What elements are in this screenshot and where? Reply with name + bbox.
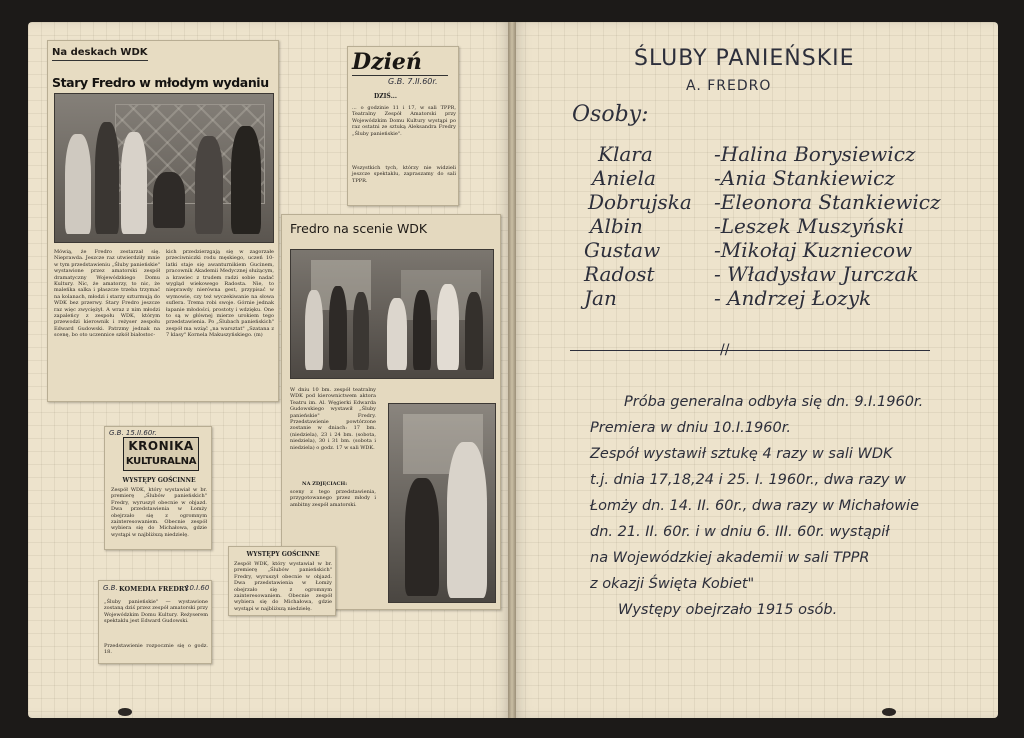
handwritten-source: G.B. [103, 584, 118, 592]
clipping-headline: Stary Fredro w młodym wydaniu [52, 75, 269, 90]
cast-row [578, 214, 958, 238]
cast-heading: Osoby: [572, 102, 649, 127]
note-line: t.j. dnia 17,18,24 i 25. I. 1960r., dwa razy w [590, 472, 906, 488]
masthead-line-2: KULTURALNA [125, 456, 197, 467]
note-line: Zespół wystawił sztukę 4 razy w sali WDK [590, 446, 893, 462]
clipping-wystepy-goscinne [228, 546, 336, 616]
book-spine [508, 22, 516, 718]
cast-role: Albin [590, 214, 643, 238]
stage-photo-3 [388, 403, 496, 603]
note-line: Próba generalna odbyła się dn. 9.I.1960r. [624, 394, 924, 410]
cast-actor: -Ania Stankiewicz [714, 166, 895, 190]
fredro-article-text: W dniu 10 bm. zespół teatralny WDK pod kierownictwem aktora Teatru im. Al. Węgierki Edwarda Gudowskiego wystawił „Śluby panieńskie" Fredry. Przedstawienie powtórzone zostanie w dniach: 17 bm. (niedziela), 23 i 24 bm. (sobota, niedziela), 30 i 31 bm. (sobota i niedziela) o godz. 17 w sali WDK. [290, 387, 376, 451]
cast-row [578, 262, 958, 286]
kronika-title: WYSTĘPY GOŚCINNE [122, 477, 196, 484]
separator-mark: // [720, 342, 730, 358]
kronika-text: Zespół WDK, który wystawiał w br. premierę „Ślubów panieńskich" Fredry, wyruszył obecnie w objazd. Dwa przedstawienia w Łomży obejrzało się z ogromnym zainteresowaniem. Obecnie zespół wybiera się do Michałowa, gdzie wystąpi w najbliższą niedzielę. [111, 487, 207, 538]
note-line: na Wojewódzkiej akademii w sali TPPR [590, 550, 870, 566]
komedia-text: „Śluby panieńskie" — wystawione zostaną dziś przez zespół amatorski przy Wojewódzkim Domu Kultury. Reżyserem spektaklu jest Edward Gudowski. [104, 599, 208, 625]
masthead-kronika [123, 437, 199, 471]
cast-role: Aniela [592, 166, 656, 190]
photo-caption: sceny z tego przedstawienia, przygotowanego przez młody i ambitny zespół amatorski. [290, 489, 376, 508]
photo-caption-heading: NA ZDJĘCIACH: [302, 481, 348, 487]
play-title: ŚLUBY PANIEŃSKIE [634, 46, 855, 71]
note-line: Premiera w dniu 10.I.1960r. [590, 420, 791, 436]
cast-role: Gustaw [584, 238, 661, 262]
article-column-1: Mówią, że Fredro zestarzał się. Nieprawda. Jeszcze raz utwierdziły mnie w tym przedstawieniu „Śluby panieńskie" wystawione przez amatorski zespół dramatyczny Wojewódzkiego Domu Kultury. Nic, że amatorzy, to nic, że maleńka salka i płaszcze trzeba trzymać na kolanach, młodzi i starzy szturmują do WDK bez przerwy. Stary Fredro jeszcze raz więc zwyciężył. A wraz z nim młodzi zapaleńcy z zespołu WDK, którym przewodzi kierownik i reżyser zespołu Edward Gudowski. Patrzmy jednak na scenę, bo oto uczennice szkół białostoc- [54, 249, 160, 339]
binding-hole [118, 708, 132, 716]
scrapbook-spread [20, 22, 1004, 718]
cast-actor: -Leszek Muszyński [714, 214, 905, 238]
dzien-text-2: Wszystkich tych, którzy nie widzieli jeszcze spektaklu, zapraszamy do sali TPPR. [352, 165, 456, 184]
cast-row [578, 286, 958, 310]
clipping-na-deskach-wdk [47, 40, 279, 402]
cast-actor: -Halina Borysiewicz [714, 142, 916, 166]
cast-row [578, 142, 958, 166]
note-line: Łomży dn. 14. II. 60r., dwa razy w Michałowie [590, 498, 920, 514]
cast-role: Klara [598, 142, 653, 166]
cast-actor: -Eleonora Stankiewicz [714, 190, 941, 214]
cast-row [578, 238, 958, 262]
komedia-title: KOMEDIA FREDRY [119, 585, 189, 593]
cast-actor: - Andrzej Łozyk [714, 286, 872, 310]
handwritten-date: G.B. 7.II.60r. [388, 77, 438, 86]
note-line: Występy obejrzało 1915 osób. [618, 602, 838, 618]
clipping-komedia-fredry [98, 580, 212, 664]
masthead-dzien: Dzień [352, 49, 448, 76]
stage-photo-1 [54, 93, 274, 243]
cast-list [578, 142, 958, 310]
clipping-kronika-kulturalna [104, 426, 212, 550]
separator-line [570, 350, 930, 351]
stage-photo-2 [290, 249, 494, 379]
note-line: dn. 21. II. 60r. i w dniu 6. III. 60r. wystąpił [590, 524, 890, 540]
cast-role: Dobrujska [588, 190, 692, 214]
cast-actor: -Mikołaj Kuzniecow [714, 238, 913, 262]
wystepy-title: WYSTĘPY GOŚCINNE [246, 551, 320, 558]
play-author: A. FREDRO [686, 78, 772, 94]
clipping-header: Na deskach WDK [52, 47, 148, 61]
cast-row [578, 166, 958, 190]
handwritten-date: G.B. 15.II.60r. [109, 429, 157, 437]
cast-actor: - Władysław Jurczak [714, 262, 919, 286]
wystepy-text: Zespół WDK, który wystawiał w br. premierę „Ślubów panieńskich" Fredry, wyruszył obecnie w objazd. Dwa przedstawienia w Łomży obejrzało się z ogromnym zainteresowaniem. Obecnie zespół wybiera się do Michałowa, gdzie wystąpi w najbliższą niedzielę. [234, 561, 332, 612]
masthead-line-1: KRONIKA [128, 439, 194, 453]
cast-role: Jan [584, 286, 617, 310]
article-column-2: kich przedzierzgają się w zagorzałe przeciwniczki rodu męskiego, uczeń 10-latki staje się awanturnikiem Gucinem, pracownik Akademii Medycznej służącym, a krawiec z trudem radzi sobie nadać wygląd wiekowego Radosta. Nie, to nieprawdy nierówna gest, przypisać w wymowie, czy też wyczekiwanie na słowa suflera. Trema robi swoje. Górnie jednak łapanie młodości, prostoty i wdzięku. One to są w głównej mierze urokiem tego przedstawienia. Po „Ślubach panieńskich" zespół ma wziąć „na warsztat" „Szatana z 7 klasy" Kornela Makuszyńskiego. (m) [166, 249, 274, 339]
cast-role: Radost [584, 262, 655, 286]
binding-hole [882, 708, 896, 716]
kicker-dzis: DZIŚ... [374, 93, 397, 100]
clipping-dzien [347, 46, 459, 206]
handwritten-date: 10.I.60 [185, 584, 210, 592]
cast-row [578, 190, 958, 214]
note-line: z okazji Święta Kobiet" [590, 576, 755, 592]
komedia-text-2: Przedstawienie rozpocznie się o godz. 18. [104, 643, 208, 656]
dzien-text-1: ... o godzinie 11 i 17, w sali TPPR, Teatralny Zespół Amatorski przy Wojewódzkim Domu Kultury wystąpi po raz ostatni ze sztuką Aleksandra Fredry „Śluby panieńskie". [352, 105, 456, 137]
clipping-title: Fredro na scenie WDK [290, 221, 428, 236]
